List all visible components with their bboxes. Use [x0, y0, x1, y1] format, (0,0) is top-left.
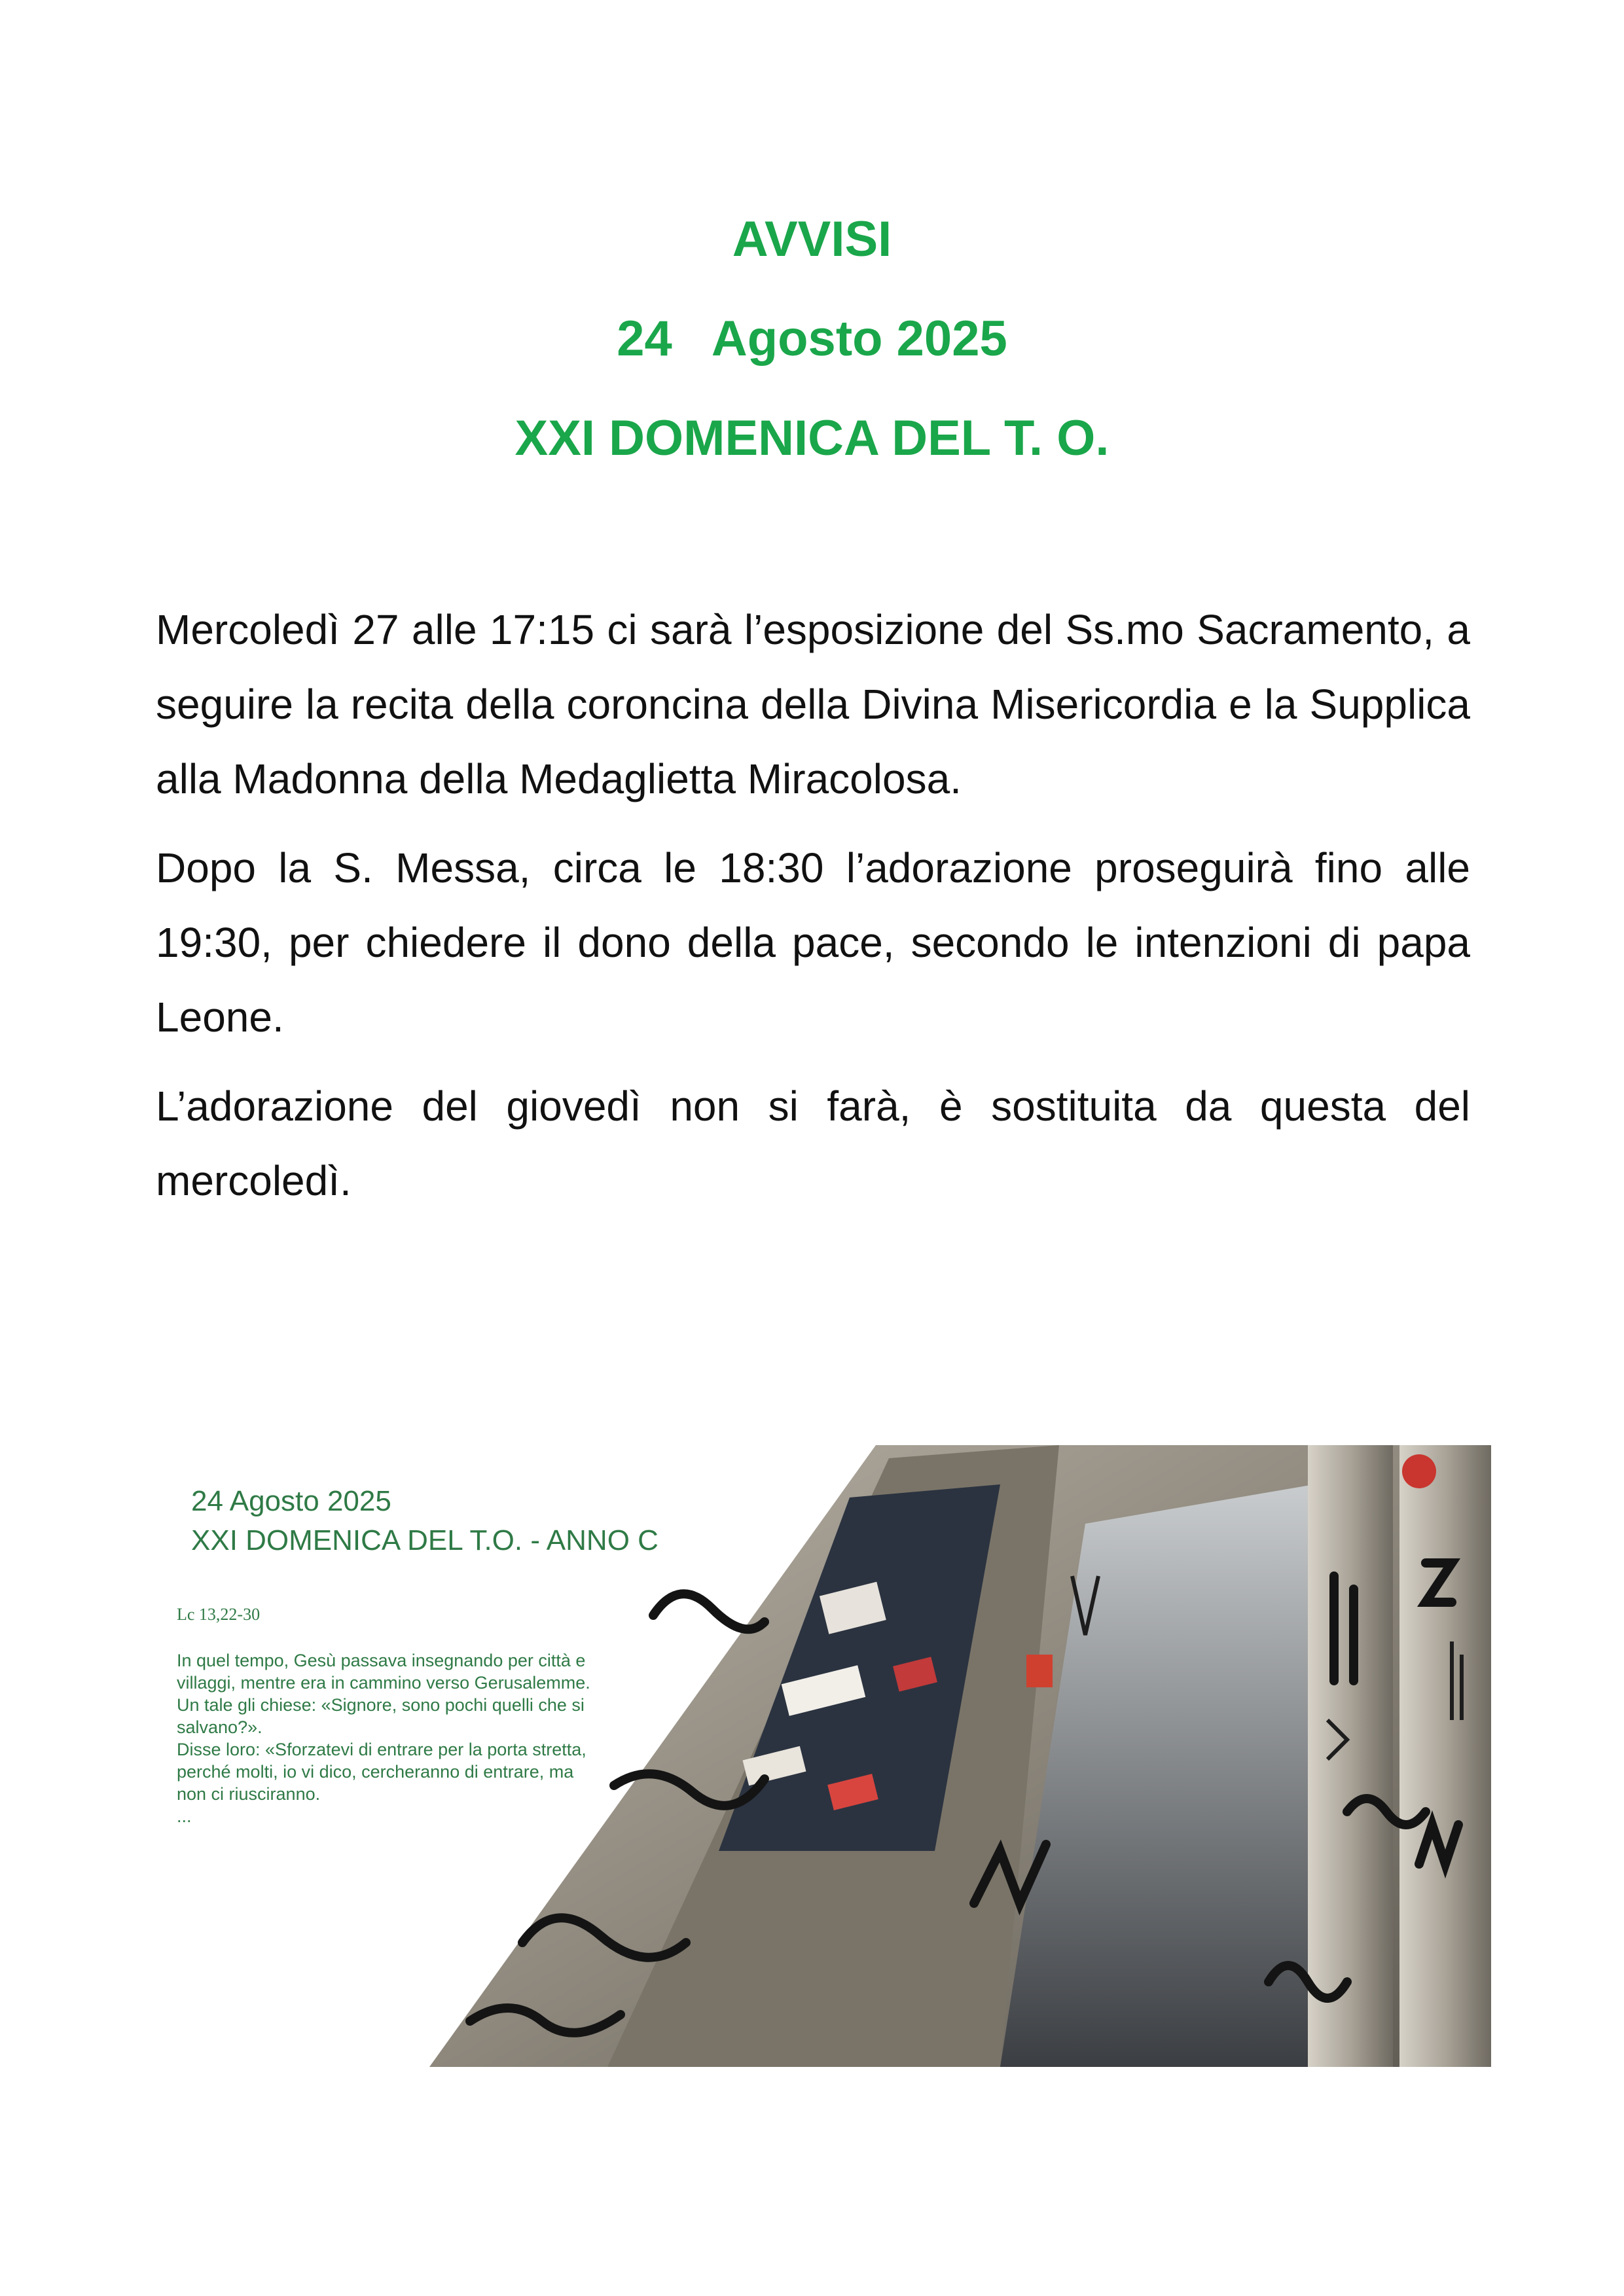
- notice-date: [0, 289, 1624, 389]
- notice-date-month-year: Agosto 2025: [711, 311, 1007, 367]
- notice-paragraph: Mercoledì 27 alle 17:15 ci sarà l’esposizione del Ss.mo Sacramento, a seguire la recita della coroncina della Divina Misericordia e la Supplica alla Madonna della Medaglietta Miracolosa.: [156, 606, 1470, 802]
- notice-header: [0, 190, 1624, 488]
- gospel-line: salvano?».: [177, 1717, 262, 1737]
- gospel-card-image: [156, 1445, 1491, 2067]
- gospel-line: perché molti, io vi dico, cercheranno di entrare, ma: [177, 1762, 574, 1782]
- notice-body: [156, 592, 1470, 1232]
- gospel-line: In quel tempo, Gesù passava insegnando per città e: [177, 1651, 586, 1670]
- notice-paragraph: Dopo la S. Messa, circa le 18:30 l’adorazione proseguirà fino alle 19:30, per chiedere il dono della pace, secondo le intenzioni di papa Leone.: [156, 844, 1470, 1041]
- gospel-line: ...: [177, 1806, 192, 1826]
- gospel-text: [177, 1649, 596, 1827]
- notice-title: AVVISI: [732, 211, 892, 267]
- gospel-line: Disse loro: «Sforzatevi di entrare per la porta stretta,: [177, 1740, 586, 1759]
- gospel-line: Un tale gli chiese: «Signore, sono pochi quelli che si: [177, 1695, 585, 1715]
- gospel-reference: Lc 13,22-30: [177, 1605, 261, 1624]
- notice-paragraph: L’adorazione del giovedì non si farà, è sostituita da questa del mercoledì.: [156, 1083, 1470, 1204]
- notice-subtitle: XXI DOMENICA DEL T. O.: [514, 410, 1110, 466]
- card-heading: [191, 1482, 659, 1560]
- gospel-line: villaggi, mentre era in cammino verso Gerusalemme.: [177, 1673, 590, 1693]
- card-date: 24 Agosto 2025: [191, 1485, 391, 1517]
- card-title: XXI DOMENICA DEL T.O. - ANNO C: [191, 1524, 659, 1556]
- gospel-line: non ci riusciranno.: [177, 1784, 321, 1804]
- notice-date-day: 24: [617, 311, 672, 367]
